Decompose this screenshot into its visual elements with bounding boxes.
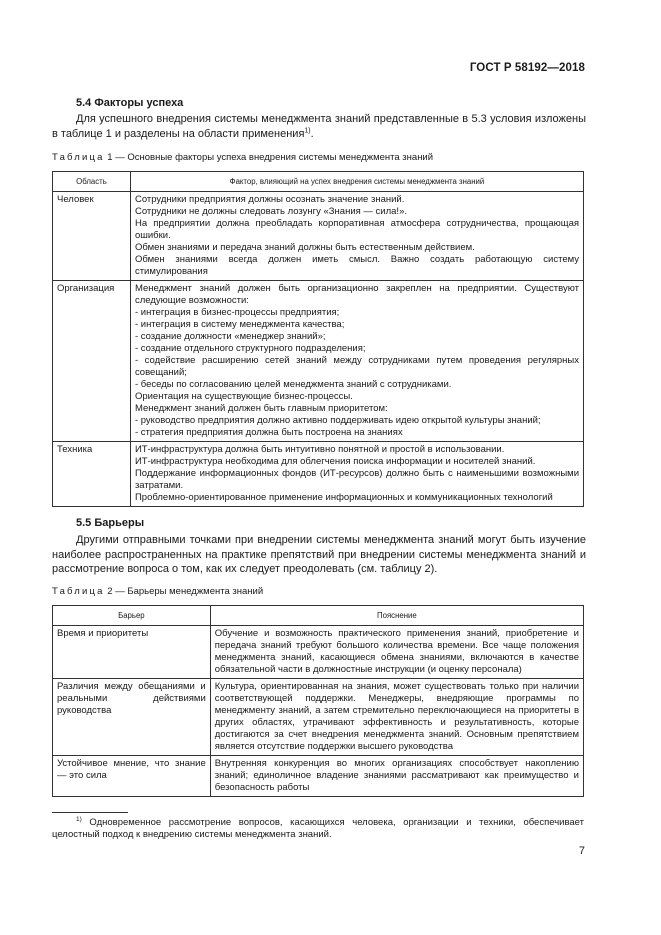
table1-caption-label: Таблица (52, 152, 105, 163)
factor-line: Поддержание информационных фондов (ИТ-ресурсов) должно быть с наименьшими возможными затратами. (134, 468, 579, 491)
section-5-4-intro (52, 112, 586, 141)
table1-caption (52, 152, 433, 163)
table1-area-cell: Организация (53, 281, 131, 442)
factor-line: Сотрудники не должны следовать лозунгу «Знания — сила!». (134, 206, 407, 217)
table2-barrier-cell: Время и приоритеты (53, 626, 211, 679)
table1-area-cell: Техника (53, 442, 131, 507)
table-row (53, 626, 584, 679)
table1-header-row (53, 172, 584, 192)
section-5-5-intro: Другими отправными точками при внедрении системы менеджмента знаний могут быть изучение наиболее распространенных на практике препятствий при внедрении системы менеджмента знаний и рассмотрение вопроса о том, как их следует преодолевать (см. таблицу 2). (52, 534, 586, 575)
table-row (53, 442, 584, 507)
table-row (53, 281, 584, 442)
factor-line: - создание отдельного структурного подразделения; (134, 343, 366, 354)
factor-line: Обмен знаниями всегда должен иметь смысл. Важно создать работающую систему стимулирования (134, 254, 579, 277)
factor-line: Ориентация на существующие бизнес-процессы. (134, 391, 353, 402)
factor-line: - содействие расширению сетей знаний между сотрудниками путем проведения регулярных совещаний; (134, 355, 579, 378)
table2-header-explanation: Пояснение (210, 606, 583, 626)
factor-line: - руководство предприятия должно активно поддерживать идею открытой культуры знаний; (134, 415, 541, 426)
factor-line: ИТ-инфраструктура должна быть интуитивно понятной и простой в использовании. (134, 444, 505, 455)
footnote-text: Одновременное рассмотрение вопросов, касающихся человека, организации и техники, обеспечивает целостный подход к внедрению системы менеджмента знаний. (52, 817, 585, 840)
table-row (53, 192, 584, 281)
factor-line: - беседы по согласованию целей менеджмента знаний с сотрудниками. (134, 379, 452, 390)
table-barriers (52, 605, 584, 797)
table2-caption-label: Таблица (52, 586, 105, 597)
factor-line: ИТ-инфраструктура необходима для облегчения поиска информации и носителей знаний. (134, 456, 536, 467)
factor-line: Обмен знаниями и передача знаний должны быть естественным действием. (134, 242, 475, 253)
factor-line: - интеграция в систему менеджмента качества; (134, 319, 345, 330)
table1-header-factor: Фактор, влияющий на успех внедрения системы менеджмента знаний (130, 172, 583, 192)
section-5-4-title: 5.4 Факторы успеха (76, 97, 184, 109)
table-row (53, 679, 584, 756)
footnote-divider (52, 812, 128, 813)
table1-area-cell: Человек (53, 192, 131, 281)
factor-line: Сотрудники предприятия должны осознать значение знаний. (134, 194, 405, 205)
table2-explanation-cell: Обучение и возможность практического применения знаний, приобретение и передача знаний требуют большого количества времени. Все чаще положения менеджмента знаний, касающиеся обмена знаниями, включаются в качестве обязательной части в должностные инструкции (и оценку персонала) (210, 626, 583, 679)
section-5-4-intro-end: . (310, 127, 314, 140)
table2-explanation-cell: Внутренняя конкуренция во многих организациях способствует накоплению знаний; единоличное владение знаниями рассматривают как преимущество и безопасность работы (210, 756, 583, 797)
table-success-factors (52, 171, 584, 507)
footnote (52, 817, 584, 841)
table2-header-barrier: Барьер (53, 606, 211, 626)
footnote-ref[interactable]: 1) (304, 126, 311, 134)
table-row (53, 756, 584, 797)
section-5-5-title: 5.5 Барьеры (76, 517, 145, 529)
factor-line: - создание должности «менеджер знаний»; (134, 331, 326, 342)
table1-caption-text: 1 — Основные факторы успеха внедрения системы менеджмента знаний (107, 152, 434, 163)
standard-header: ГОСТ Р 58192—2018 (469, 62, 585, 74)
section-5-4-intro-text: Для успешного внедрения системы менеджмента знаний представленные в 5.3 условия изложены в таблице 1 и разделены на области применения (52, 113, 586, 140)
factor-line: Проблемно-ориентированное применение информационных и коммуникационных технологий (134, 492, 553, 503)
factor-line: - стратегия предприятия должна быть построена на знаниях (134, 427, 403, 438)
table1-header-area: Область (53, 172, 131, 192)
factor-line: На предприятии должна преобладать корпоративная атмосфера сотрудничества, прощающая ошибки. (134, 218, 579, 241)
table1-factor-cell (130, 442, 583, 507)
table2-caption (52, 586, 263, 597)
table2-caption-text: 2 — Барьеры менеджмента знаний (107, 586, 264, 597)
table2-barrier-cell: Различия между обещаниями и реальными действиями руководства (53, 679, 211, 756)
page-number: 7 (578, 845, 585, 857)
factor-line: Менеджмент знаний должен быть организационно закреплен на предприятии. Существуют следующие возможности: (134, 283, 579, 306)
table1-factor-cell (130, 192, 583, 281)
table2-barrier-cell: Устойчивое мнение, что знание — это сила (53, 756, 211, 797)
factor-line: - интеграция в бизнес-процессы предприятия; (134, 307, 340, 318)
factor-line: Менеджмент знаний должен быть главным приоритетом: (134, 403, 388, 414)
table1-factor-cell (130, 281, 583, 442)
table2-explanation-cell: Культура, ориентированная на знания, может существовать только при наличии соответствующей поддержки. Менеджеры, внедряющие программы по менеджменту знаний, а затем стремительно переключающиеся на приоритеты в других областях, утрачивают эффективность и результативность, которые достигаются за счет внедрения менеджмента знаний. Основным препятствием является отсутствие поддержки высшего руководства (210, 679, 583, 756)
table2-header-row (53, 606, 584, 626)
footnote-mark: 1) (76, 815, 82, 823)
